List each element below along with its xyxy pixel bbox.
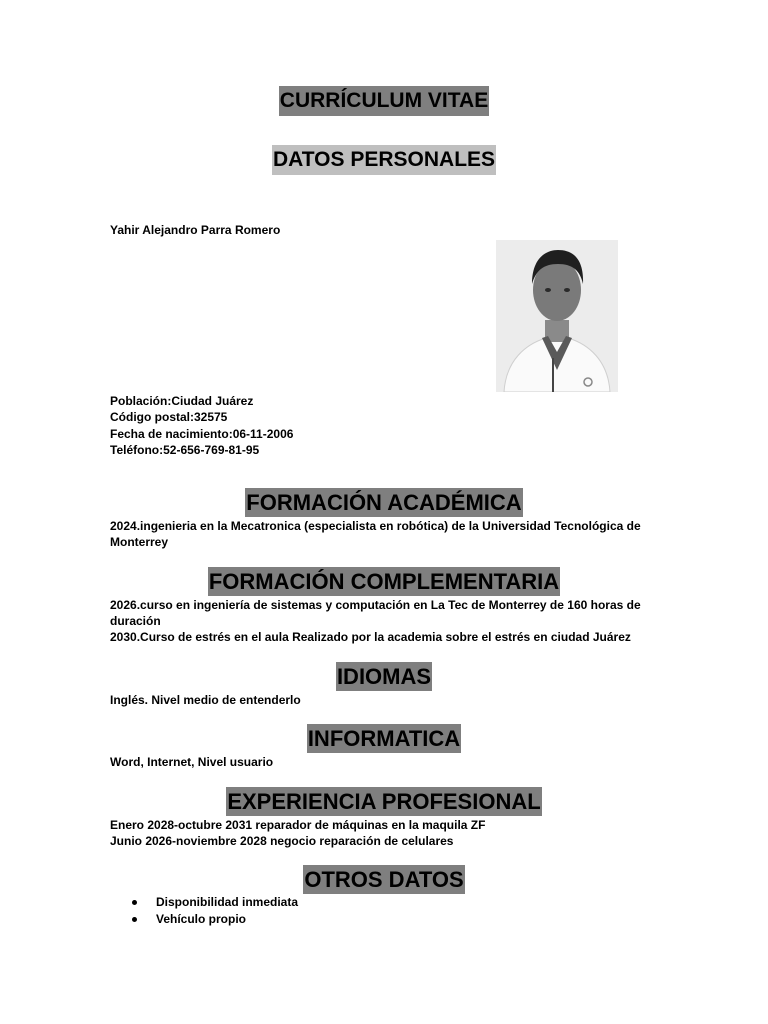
computing-text: Word, Internet, Nivel usuario bbox=[110, 755, 274, 769]
list-item: Disponibilidad inmediata bbox=[110, 894, 298, 911]
languages-heading: IDIOMAS bbox=[336, 664, 432, 689]
complementary-item: 2030.Curso de estrés en el aula Realizado por la academia sobre el estrés en ciudad Juárez bbox=[110, 630, 631, 644]
birth-date: Fecha de nacimiento:06-11-2006 bbox=[110, 427, 294, 441]
other-data-heading: OTROS DATOS bbox=[304, 867, 464, 892]
personal-data-heading: DATOS PERSONALES bbox=[0, 145, 768, 175]
list-item: Vehículo propio bbox=[110, 911, 298, 928]
academic-heading: FORMACIÓN ACADÉMICA bbox=[246, 490, 522, 515]
other-data-list bbox=[110, 894, 298, 928]
academic-item: 2024.ingenieria en la Mecatronica (especialista en robótica) de la Universidad Tecnológica de Monterrey bbox=[110, 519, 641, 549]
bullet-icon bbox=[132, 900, 137, 905]
cv-title: CURRÍCULUM VITAE bbox=[0, 86, 768, 116]
experience-heading: EXPERIENCIA PROFESIONAL bbox=[227, 789, 541, 814]
languages-text: Inglés. Nivel medio de entenderlo bbox=[110, 693, 301, 707]
phone: Teléfono:52-656-769-81-95 bbox=[110, 443, 260, 457]
full-name: Yahir Alejandro Parra Romero bbox=[110, 223, 281, 237]
computing-heading: INFORMATICA bbox=[307, 726, 461, 751]
postal-code: Código postal:32575 bbox=[110, 410, 228, 424]
experience-item: Enero 2028-octubre 2031 reparador de máquinas en la maquila ZF bbox=[110, 818, 486, 832]
population: Población:Ciudad Juárez bbox=[110, 394, 254, 408]
profile-photo bbox=[496, 240, 618, 392]
complementary-item: 2026.curso en ingeniería de sistemas y computación en La Tec de Monterrey de 160 horas de duración bbox=[110, 598, 641, 628]
experience-item: Junio 2026-noviembre 2028 negocio reparación de celulares bbox=[110, 834, 454, 848]
complementary-heading: FORMACIÓN COMPLEMENTARIA bbox=[208, 569, 560, 594]
bullet-icon bbox=[132, 917, 137, 922]
